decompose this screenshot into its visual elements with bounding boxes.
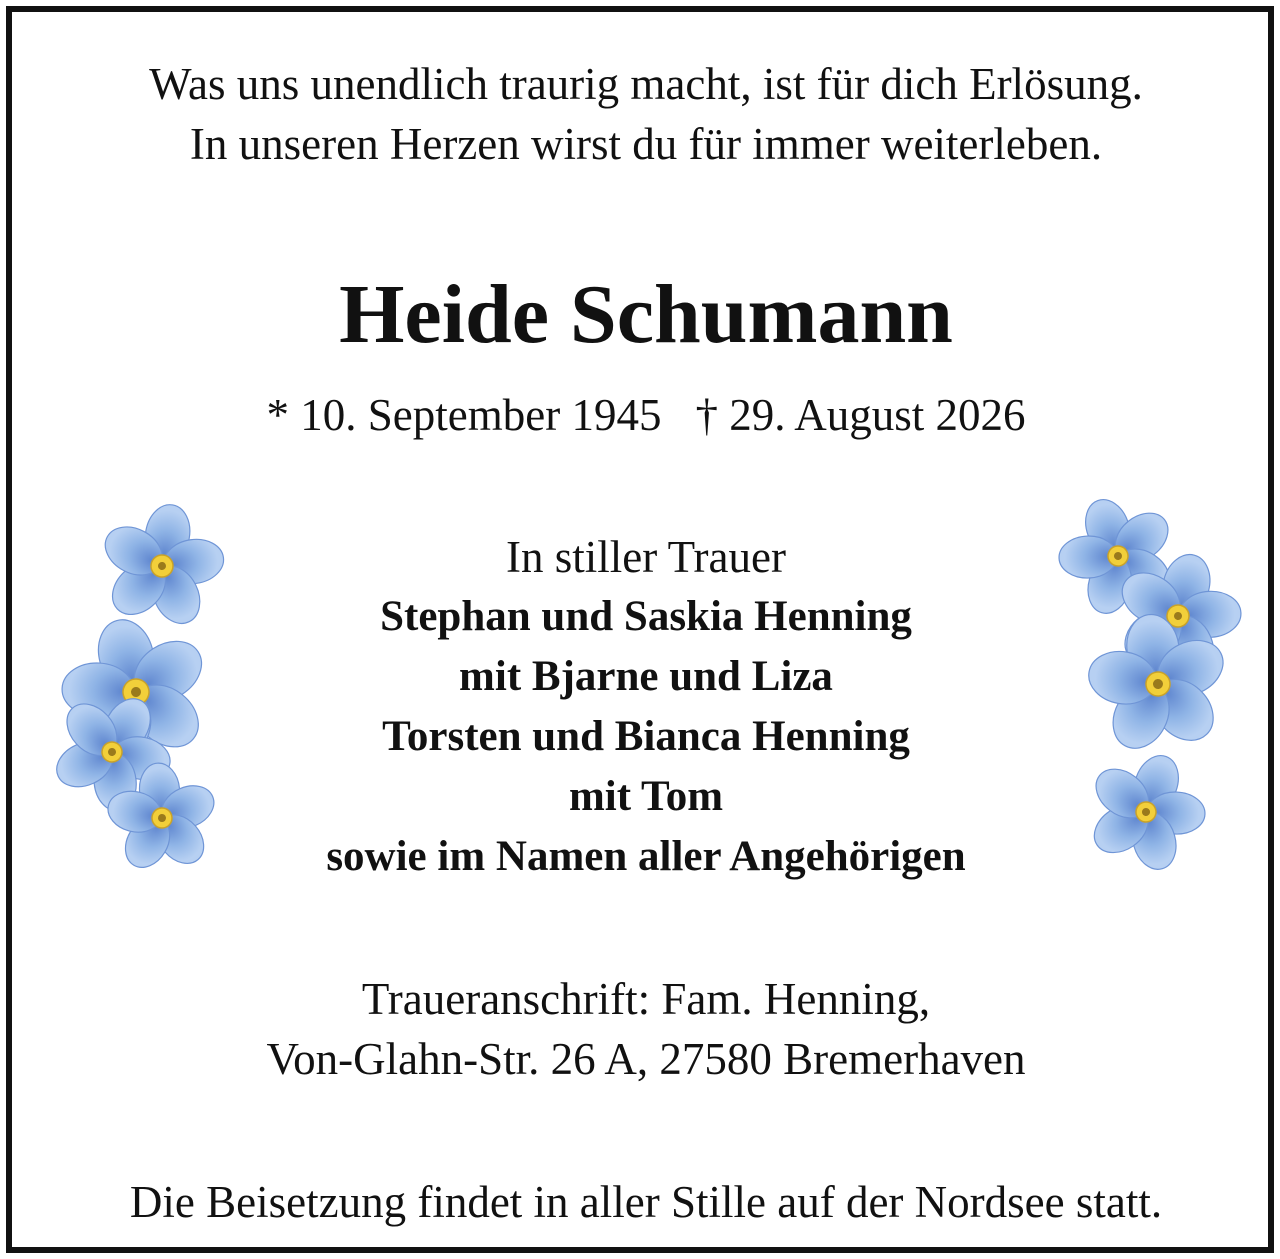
mourner-line: mit Bjarne und Liza	[459, 653, 833, 700]
burial-note: Die Beisetzung findet in aller Stille auf der Nordsee statt.	[129, 1177, 1163, 1227]
life-dates	[12, 385, 1280, 445]
address-line-1: Traueranschrift: Fam. Henning,	[361, 974, 931, 1024]
mourners-intro: In stiller Trauer	[506, 532, 786, 582]
deceased-name: Heide Schumann	[339, 268, 953, 361]
quote-line-2: In unseren Herzen wirst du für immer weiterleben.	[189, 119, 1103, 169]
mourner-line: Torsten und Bianca Henning	[382, 713, 910, 760]
mourner-line: Stephan und Saskia Henning	[380, 593, 912, 640]
quote-line-1: Was uns unendlich traurig macht, ist für dich Erlösung.	[149, 59, 1143, 109]
mourner-line: sowie im Namen aller Angehörigen	[326, 833, 966, 880]
birth-date: * 10. September 1945	[266, 390, 662, 440]
forget-me-not-flowers-icon	[28, 482, 238, 892]
death-date: † 29. August 2026	[695, 390, 1026, 440]
address-line-2: Von-Glahn-Str. 26 A, 27580 Bremerhaven	[266, 1034, 1026, 1084]
forget-me-not-flowers-icon	[1052, 490, 1262, 890]
obituary-frame	[6, 6, 1274, 1253]
mourner-line: mit Tom	[568, 773, 724, 820]
